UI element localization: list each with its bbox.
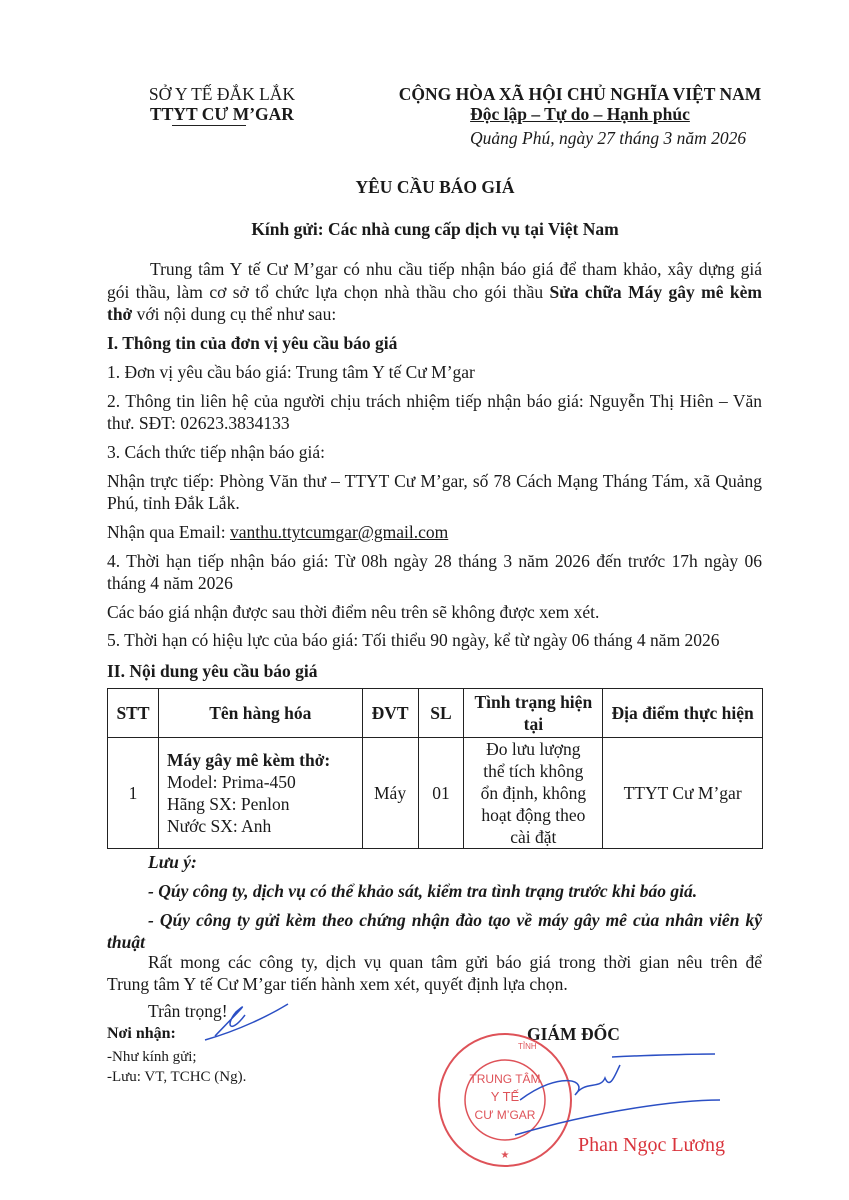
item-2: 2. Thông tin liên hệ của người chịu trách nhiệm tiếp nhận báo giá: Nguyễn Thị Hiên – Văn <box>107 391 762 411</box>
cell-location: TTYT Cư M’gar <box>603 738 763 849</box>
date: Quảng Phú, ngày 27 tháng 3 năm 2026 <box>470 128 747 148</box>
closing-line: Rất mong các công ty, dịch vụ quan tâm gửi báo giá trong thời gian nêu trên để <box>148 952 762 972</box>
col-header: STT <box>108 689 159 738</box>
item-2-cont: thư. SĐT: 02623.3834133 <box>107 413 290 433</box>
cell-status: Đo lưu lượng thể tích không ổn định, không hoạt động theo cài đặt <box>464 738 603 849</box>
col-header: Tình trạng hiện tại <box>464 689 603 738</box>
intro-line: Trung tâm Y tế Cư M’gar có nhu cầu tiếp nhận báo giá để tham khảo, xây dựng giá <box>150 259 762 279</box>
official-stamp <box>439 1034 571 1166</box>
motto: Độc lập – Tự do – Hạnh phúc <box>470 104 690 124</box>
regards: Trân trọng! <box>148 1001 228 1021</box>
intro-text: với nội dung cụ thể như sau: <box>132 304 337 324</box>
item-country: Nước SX: Anh <box>166 816 272 836</box>
col-header: Tên hàng hóa <box>158 689 362 738</box>
item-4: 4. Thời hạn tiếp nhận báo giá: Từ 08h ngày 28 tháng 3 năm 2026 đến trước 17h ngày 06 <box>107 551 762 571</box>
signer-name: Phan Ngọc Lương <box>578 1134 725 1156</box>
intro-text: gói thầu, làm cơ sở tổ chức lựa chọn nhà thầu cho gói thầu <box>107 282 550 302</box>
item-maker: Hãng SX: Penlon <box>166 794 290 814</box>
page-title: YÊU CẦU BÁO GIÁ <box>355 177 515 197</box>
notes-label: Lưu ý: <box>148 852 197 872</box>
org-name: TTYT CƯ M’GAR <box>150 104 294 124</box>
note-1: - Qúy công ty, dịch vụ có thể khảo sát, kiểm tra tình trạng trước khi báo giá. <box>148 881 698 901</box>
section1-heading: I. Thông tin của đơn vị yêu cầu báo giá <box>107 333 398 353</box>
stamp-text: CƯ M’GAR <box>474 1108 536 1122</box>
item-1: 1. Đơn vị yêu cầu báo giá: Trung tâm Y tế Cư M’gar <box>107 362 475 382</box>
item-4-cont: tháng 4 năm 2026 <box>107 573 233 593</box>
item-3: 3. Cách thức tiếp nhận báo giá: <box>107 442 325 462</box>
signature-icon <box>205 1004 720 1135</box>
org-parent: SỞ Y TẾ ĐẮK LẮK <box>148 84 296 104</box>
item-model: Model: Prima-450 <box>166 772 296 792</box>
note-2-cont: thuật <box>107 932 145 952</box>
signer-title: GIÁM ĐỐC <box>527 1024 620 1044</box>
direct-delivery-cont: Phú, tỉnh Đắk Lắk. <box>107 493 240 513</box>
recipients-label: Nơi nhận: <box>107 1025 176 1042</box>
email-link[interactable]: vanthu.ttytcumgar@gmail.com <box>229 522 449 542</box>
item-5: 5. Thời hạn có hiệu lực của báo giá: Tối thiểu 90 ngày, kể từ ngày 06 tháng 4 năm 2026 <box>107 630 720 650</box>
closing-line: Trung tâm Y tế Cư M’gar tiến hành xem xét, quyết định lựa chọn. <box>107 974 568 994</box>
stamp-text: Y TẾ <box>490 1089 520 1104</box>
section2-heading: II. Nội dung yêu cầu báo giá <box>107 661 318 681</box>
direct-delivery: Nhận trực tiếp: Phòng Văn thư – TTYT Cư M’gar, số 78 Cách Mạng Tháng Tám, xã Quảng <box>107 471 762 491</box>
item-name: Máy gây mê kèm thở: <box>166 750 331 770</box>
recipient-item: -Như kính gửi; <box>107 1049 197 1065</box>
nation-title: CỘNG HÒA XÃ HỘI CHỦ NGHĨA VIỆT NAM <box>398 84 762 104</box>
cell-unit: Máy <box>362 738 418 849</box>
package-name: Sửa chữa Máy gây mê kèm <box>549 282 762 302</box>
cell-qty: 01 <box>418 738 464 849</box>
col-header: ĐVT <box>362 689 418 738</box>
col-header: SL <box>418 689 464 738</box>
package-name: thở <box>107 304 133 324</box>
note-2: - Qúy công ty gửi kèm theo chứng nhận đào tạo về máy gây mê của nhân viên kỹ <box>148 910 762 930</box>
email-label: Nhận qua Email: <box>107 522 230 542</box>
recipient: Kính gửi: Các nhà cung cấp dịch vụ tại Việt Nam <box>251 219 619 239</box>
recipient-item: -Lưu: VT, TCHC (Ng). <box>107 1069 247 1085</box>
cell-stt: 1 <box>108 738 159 849</box>
late-note: Các báo giá nhận được sau thời điểm nêu trên sẽ không được xem xét. <box>107 602 600 622</box>
stamp-text: TRUNG TÂM <box>469 1072 541 1086</box>
svg-text:★: ★ <box>500 1150 510 1161</box>
col-header: Địa điểm thực hiện <box>603 689 763 738</box>
svg-text:TỈNH: TỈNH <box>518 1042 537 1051</box>
